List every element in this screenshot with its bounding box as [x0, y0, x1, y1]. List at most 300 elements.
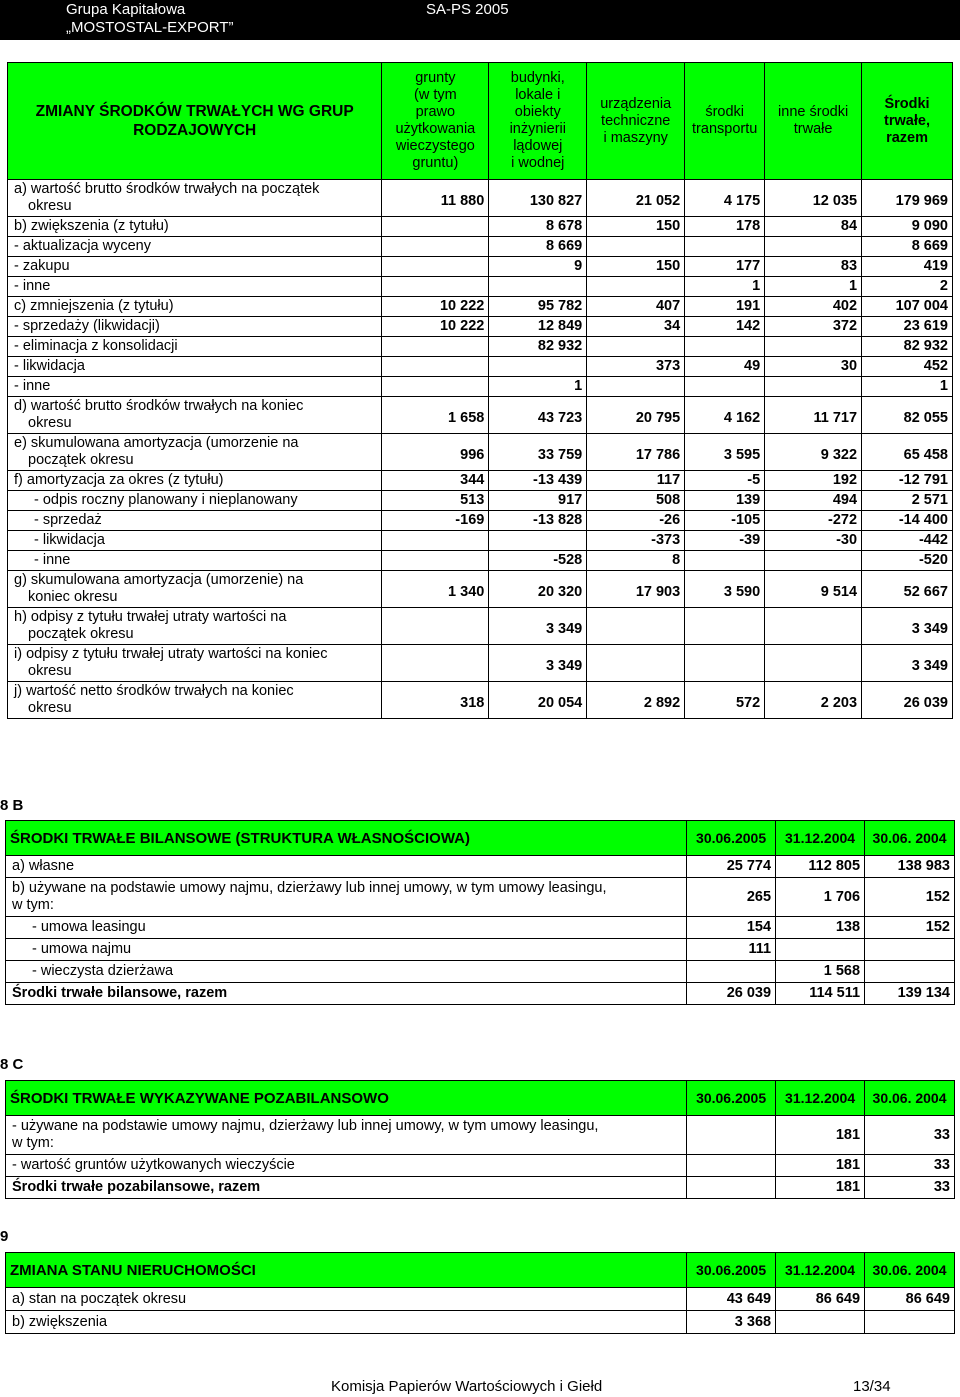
- table-row: [8, 434, 953, 471]
- row-label: [8, 317, 382, 337]
- row-label: [8, 682, 382, 719]
- row-label: [8, 491, 382, 511]
- footer-org: Komisja Papierów Wartościowych i Giełd: [331, 1378, 603, 1395]
- table-row: [8, 357, 953, 377]
- value-cell: [382, 257, 489, 277]
- value-cell: 112 805: [776, 856, 865, 878]
- value-cell: [382, 531, 489, 551]
- value-cell: -169: [382, 511, 489, 531]
- value-cell: 107 004: [862, 297, 953, 317]
- value-cell: 372: [765, 317, 862, 337]
- value-cell: [685, 645, 765, 682]
- section-8c-number: 8 C: [0, 1056, 24, 1073]
- value-cell: [587, 645, 685, 682]
- value-cell: [382, 357, 489, 377]
- value-cell: [685, 377, 765, 397]
- row-label-line: d) wartość brutto środków trwałych na koniec: [14, 398, 304, 414]
- value-cell: -12 791: [862, 471, 953, 491]
- table-row: [8, 180, 953, 217]
- value-cell: 9 514: [765, 571, 862, 608]
- row-label-line: b) używane na podstawie umowy najmu, dzierżawy lub innej umowy, w tym umowy leasingu,: [12, 880, 607, 896]
- row-label: [6, 878, 687, 917]
- value-cell: 344: [382, 471, 489, 491]
- value-cell: 9 090: [862, 217, 953, 237]
- value-cell: [765, 645, 862, 682]
- table-row: [6, 961, 955, 983]
- column-header: [382, 63, 489, 180]
- column-header: [765, 63, 862, 180]
- table-row: [6, 1288, 955, 1311]
- value-cell: 21 052: [587, 180, 685, 217]
- row-label-line: c) zmniejszenia (z tytułu): [14, 298, 174, 314]
- value-cell: 154: [687, 917, 776, 939]
- table-title: ZMIANY ŚRODKÓW TRWAŁYCH WG GRUP RODZAJOWYCH: [8, 63, 382, 180]
- row-label: [8, 377, 382, 397]
- value-cell: 191: [685, 297, 765, 317]
- value-cell: 84: [765, 217, 862, 237]
- section-title: ZMIANA STANU NIERUCHOMOŚCI: [6, 1253, 687, 1288]
- value-cell: 43 649: [687, 1288, 776, 1311]
- value-cell: [685, 551, 765, 571]
- table-row: [6, 917, 955, 939]
- value-cell: [489, 531, 587, 551]
- value-cell: 3 595: [685, 434, 765, 471]
- value-cell: [776, 1311, 865, 1334]
- value-cell: 111: [687, 939, 776, 961]
- value-cell: 10 222: [382, 317, 489, 337]
- table-row: [8, 645, 953, 682]
- company-name: [66, 1, 234, 37]
- company-line-1: Grupa Kapitałowa: [66, 1, 186, 18]
- value-cell: 373: [587, 357, 685, 377]
- section-header-row: [6, 821, 955, 856]
- row-label-line: a) wartość brutto środków trwałych na początek: [14, 181, 320, 197]
- value-cell: 1: [489, 377, 587, 397]
- value-cell: 996: [382, 434, 489, 471]
- value-cell: 2 203: [765, 682, 862, 719]
- value-cell: 3 349: [862, 645, 953, 682]
- value-cell: [587, 237, 685, 257]
- value-cell: 1: [765, 277, 862, 297]
- value-cell: 3 349: [489, 608, 587, 645]
- row-label-line: okresu: [28, 415, 72, 431]
- date-header: 30.06. 2004: [865, 1253, 955, 1288]
- value-cell: 43 723: [489, 397, 587, 434]
- value-cell: 4 162: [685, 397, 765, 434]
- value-cell: [587, 337, 685, 357]
- value-cell: [489, 357, 587, 377]
- column-header: [862, 63, 953, 180]
- table-row: [8, 397, 953, 434]
- value-cell: [687, 961, 776, 983]
- column-header-line: wieczystego: [395, 138, 475, 154]
- value-cell: 1: [862, 377, 953, 397]
- value-cell: [865, 961, 955, 983]
- page-header: [0, 0, 960, 40]
- value-cell: 1 706: [776, 878, 865, 917]
- row-label: [6, 1311, 687, 1334]
- value-cell: 318: [382, 682, 489, 719]
- row-label-line: początek okresu: [28, 626, 134, 642]
- value-cell: 95 782: [489, 297, 587, 317]
- real-estate-change-table: [5, 1252, 955, 1334]
- row-label: [8, 511, 382, 531]
- row-label-line: - umowa leasingu: [32, 919, 146, 935]
- section-header-row: [6, 1253, 955, 1288]
- row-label: [6, 917, 687, 939]
- column-header: [489, 63, 587, 180]
- value-cell: 508: [587, 491, 685, 511]
- row-label-line: - zakupu: [14, 258, 70, 274]
- row-label-line: - umowa najmu: [32, 941, 132, 957]
- row-label: [6, 939, 687, 961]
- row-label-line: b) zwiększenia (z tytułu): [14, 218, 169, 234]
- column-header-line: trwałe,: [884, 112, 930, 129]
- table-row: [8, 377, 953, 397]
- value-cell: [685, 608, 765, 645]
- column-header-line: obiekty: [514, 104, 561, 120]
- column-header-line: lokale i: [515, 87, 561, 103]
- value-cell: 10 222: [382, 297, 489, 317]
- value-cell: -373: [587, 531, 685, 551]
- value-cell: 114 511: [776, 983, 865, 1005]
- value-cell: 4 175: [685, 180, 765, 217]
- value-cell: 407: [587, 297, 685, 317]
- column-header-line: gruntu): [412, 155, 459, 171]
- row-label: [8, 277, 382, 297]
- value-cell: 33 759: [489, 434, 587, 471]
- row-label-line: - inne: [14, 278, 51, 294]
- section-9-number: 9: [0, 1228, 9, 1245]
- value-cell: 11 880: [382, 180, 489, 217]
- column-header-line: użytkowania: [395, 121, 476, 137]
- row-label: [6, 1155, 687, 1177]
- row-label-line: i) odpisy z tytułu trwałej utraty wartości na koniec: [14, 646, 328, 662]
- value-cell: -30: [765, 531, 862, 551]
- table-row: [8, 571, 953, 608]
- value-cell: -105: [685, 511, 765, 531]
- value-cell: 130 827: [489, 180, 587, 217]
- row-label-line: okresu: [28, 700, 72, 716]
- row-label: [8, 397, 382, 434]
- date-header: 30.06.2005: [687, 1081, 776, 1116]
- column-header-line: środki: [705, 104, 745, 120]
- row-label-line: okresu: [28, 663, 72, 679]
- value-cell: 1 340: [382, 571, 489, 608]
- row-label-line: g) skumulowana amortyzacja (umorzenie) na: [14, 572, 304, 588]
- value-cell: 26 039: [862, 682, 953, 719]
- value-cell: [382, 608, 489, 645]
- value-cell: 265: [687, 878, 776, 917]
- row-label: [6, 1116, 687, 1155]
- value-cell: 65 458: [862, 434, 953, 471]
- fixed-assets-changes-table: [7, 62, 953, 719]
- table-row: [6, 856, 955, 878]
- column-header-line: urządzenia: [600, 95, 672, 112]
- section-8b-number: 8 B: [0, 797, 24, 814]
- value-cell: 1 658: [382, 397, 489, 434]
- value-cell: 142: [685, 317, 765, 337]
- value-cell: -272: [765, 511, 862, 531]
- balance-sheet-assets-table: [5, 820, 955, 1005]
- row-label-line: koniec okresu: [28, 589, 118, 605]
- table-row: [6, 1177, 955, 1199]
- column-header: [685, 63, 765, 180]
- value-cell: [687, 1177, 776, 1199]
- table-row: [8, 471, 953, 491]
- value-cell: [382, 217, 489, 237]
- row-label-line: - eliminacja z konsolidacji: [14, 338, 178, 354]
- date-header: 31.12.2004: [776, 821, 865, 856]
- value-cell: 138 983: [865, 856, 955, 878]
- value-cell: 12 849: [489, 317, 587, 337]
- value-cell: [587, 377, 685, 397]
- value-cell: -528: [489, 551, 587, 571]
- row-label: [6, 961, 687, 983]
- date-header: 30.06. 2004: [865, 821, 955, 856]
- value-cell: [587, 608, 685, 645]
- date-header: 31.12.2004: [776, 1253, 865, 1288]
- row-label-line: w tym:: [12, 1135, 54, 1151]
- value-cell: 452: [862, 357, 953, 377]
- table-row: [6, 1311, 955, 1334]
- value-cell: [382, 237, 489, 257]
- row-label: [8, 217, 382, 237]
- value-cell: -5: [685, 471, 765, 491]
- value-cell: [382, 337, 489, 357]
- value-cell: -520: [862, 551, 953, 571]
- row-label-line: - sprzedaży (likwidacji): [14, 318, 160, 334]
- value-cell: [776, 939, 865, 961]
- row-label: [8, 608, 382, 645]
- row-label: [8, 645, 382, 682]
- value-cell: [765, 551, 862, 571]
- row-label-line: Środki trwałe pozabilansowe, razem: [12, 1179, 261, 1195]
- value-cell: [382, 551, 489, 571]
- table-row: [6, 1116, 955, 1155]
- row-label-line: e) skumulowana amortyzacja (umorzenie na: [14, 435, 299, 451]
- value-cell: [765, 377, 862, 397]
- column-header-line: Środki: [884, 95, 930, 112]
- value-cell: -39: [685, 531, 765, 551]
- row-label-line: - likwidacja: [34, 532, 105, 548]
- value-cell: -26: [587, 511, 685, 531]
- value-cell: 1 568: [776, 961, 865, 983]
- row-label-line: Środki trwałe bilansowe, razem: [12, 985, 228, 1001]
- value-cell: 150: [587, 257, 685, 277]
- value-cell: 513: [382, 491, 489, 511]
- value-cell: [765, 237, 862, 257]
- date-header: 30.06.2005: [687, 1253, 776, 1288]
- table-row: [8, 511, 953, 531]
- value-cell: [765, 337, 862, 357]
- value-cell: 2 892: [587, 682, 685, 719]
- row-label-line: - używane na podstawie umowy najmu, dzierżawy lub innej umowy, w tym umowy leasingu,: [12, 1118, 599, 1134]
- value-cell: 139: [685, 491, 765, 511]
- row-label: [6, 983, 687, 1005]
- date-header: 31.12.2004: [776, 1081, 865, 1116]
- row-label-line: h) odpisy z tytułu trwałej utraty wartości na: [14, 609, 287, 625]
- table-row: [8, 317, 953, 337]
- value-cell: 178: [685, 217, 765, 237]
- row-label: [6, 1177, 687, 1199]
- value-cell: 3 368: [687, 1311, 776, 1334]
- value-cell: 20 320: [489, 571, 587, 608]
- value-cell: 572: [685, 682, 765, 719]
- row-label-line: f) amortyzacja za okres (z tytułu): [14, 472, 224, 488]
- company-line-2: „MOSTOSTAL-EXPORT”: [66, 19, 234, 36]
- value-cell: 3 349: [862, 608, 953, 645]
- row-label-line: j) wartość netto środków trwałych na koniec: [14, 683, 294, 699]
- value-cell: 17 786: [587, 434, 685, 471]
- table-row: [8, 217, 953, 237]
- table-row: [8, 531, 953, 551]
- column-header-line: grunty: [415, 70, 456, 86]
- column-header-line: trwałe: [793, 121, 833, 137]
- table-header-row: [8, 63, 953, 180]
- value-cell: 177: [685, 257, 765, 277]
- value-cell: 82 055: [862, 397, 953, 434]
- row-label: [8, 434, 382, 471]
- row-label-line: w tym:: [12, 897, 54, 913]
- footer-page-number: 13/34: [853, 1378, 891, 1395]
- column-header-line: i maszyny: [603, 129, 668, 146]
- value-cell: 34: [587, 317, 685, 337]
- off-balance-assets-table: [5, 1080, 955, 1199]
- value-cell: 8 669: [489, 237, 587, 257]
- column-header-line: lądowej: [513, 138, 563, 154]
- value-cell: 25 774: [687, 856, 776, 878]
- column-header-line: budynki,: [510, 70, 565, 86]
- row-label-line: - aktualizacja wyceny: [14, 238, 151, 254]
- value-cell: 3 590: [685, 571, 765, 608]
- table-row: [8, 237, 953, 257]
- column-header: [587, 63, 685, 180]
- value-cell: 138: [776, 917, 865, 939]
- value-cell: 139 134: [865, 983, 955, 1005]
- value-cell: 86 649: [776, 1288, 865, 1311]
- table-row: [8, 682, 953, 719]
- table-row: [6, 1155, 955, 1177]
- value-cell: 26 039: [687, 983, 776, 1005]
- value-cell: 49: [685, 357, 765, 377]
- value-cell: 33: [865, 1177, 955, 1199]
- value-cell: 181: [776, 1155, 865, 1177]
- row-label-line: a) stan na początek okresu: [12, 1290, 187, 1307]
- value-cell: 9 322: [765, 434, 862, 471]
- value-cell: [687, 1116, 776, 1155]
- value-cell: -442: [862, 531, 953, 551]
- value-cell: 86 649: [865, 1288, 955, 1311]
- value-cell: [865, 939, 955, 961]
- value-cell: 8: [587, 551, 685, 571]
- table-row: [6, 983, 955, 1005]
- date-header: 30.06.2005: [687, 821, 776, 856]
- date-header: 30.06. 2004: [865, 1081, 955, 1116]
- row-label-line: - inne: [14, 378, 51, 394]
- table-row: [8, 277, 953, 297]
- row-label: [8, 571, 382, 608]
- value-cell: [685, 237, 765, 257]
- value-cell: [587, 277, 685, 297]
- value-cell: [865, 1311, 955, 1334]
- value-cell: [685, 337, 765, 357]
- value-cell: 181: [776, 1116, 865, 1155]
- row-label: [8, 357, 382, 377]
- value-cell: 23 619: [862, 317, 953, 337]
- column-header-line: i wodnej: [511, 155, 565, 171]
- value-cell: -13 439: [489, 471, 587, 491]
- value-cell: 17 903: [587, 571, 685, 608]
- row-label-line: - wieczysta dzierżawa: [32, 963, 174, 979]
- value-cell: -14 400: [862, 511, 953, 531]
- value-cell: 2: [862, 277, 953, 297]
- value-cell: 494: [765, 491, 862, 511]
- row-label-line: - sprzedaż: [34, 512, 102, 528]
- value-cell: 179 969: [862, 180, 953, 217]
- row-label-line: - likwidacja: [14, 358, 85, 374]
- row-label: [6, 1288, 687, 1311]
- value-cell: 20 795: [587, 397, 685, 434]
- value-cell: 2 571: [862, 491, 953, 511]
- row-label: [8, 297, 382, 317]
- table-row: [8, 551, 953, 571]
- value-cell: 82 932: [862, 337, 953, 357]
- column-header-line: (w tym: [414, 87, 457, 103]
- section-header-row: [6, 1081, 955, 1116]
- value-cell: 8 678: [489, 217, 587, 237]
- row-label: [8, 337, 382, 357]
- value-cell: [489, 277, 587, 297]
- value-cell: 181: [776, 1177, 865, 1199]
- column-header-line: razem: [886, 129, 928, 146]
- value-cell: 30: [765, 357, 862, 377]
- value-cell: [765, 608, 862, 645]
- value-cell: [382, 277, 489, 297]
- value-cell: 12 035: [765, 180, 862, 217]
- row-label: [8, 257, 382, 277]
- row-label: [8, 237, 382, 257]
- value-cell: 9: [489, 257, 587, 277]
- section-title: ŚRODKI TRWAŁE BILANSOWE (STRUKTURA WŁASNOŚCIOWA): [6, 821, 687, 856]
- report-code: SA-PS 2005: [426, 1, 509, 18]
- value-cell: 1: [685, 277, 765, 297]
- value-cell: 419: [862, 257, 953, 277]
- value-cell: 402: [765, 297, 862, 317]
- row-label: [8, 551, 382, 571]
- value-cell: 83: [765, 257, 862, 277]
- value-cell: 11 717: [765, 397, 862, 434]
- value-cell: 917: [489, 491, 587, 511]
- column-header-line: prawo: [415, 104, 456, 120]
- value-cell: 52 667: [862, 571, 953, 608]
- section-title: ŚRODKI TRWAŁE WYKAZYWANE POZABILANSOWO: [6, 1081, 687, 1116]
- row-label: [8, 471, 382, 491]
- value-cell: 82 932: [489, 337, 587, 357]
- value-cell: 192: [765, 471, 862, 491]
- row-label-line: początek okresu: [28, 452, 134, 468]
- value-cell: 152: [865, 878, 955, 917]
- row-label-line: b) zwiększenia: [12, 1313, 108, 1330]
- row-label: [8, 531, 382, 551]
- column-header-line: inne środki: [778, 104, 849, 120]
- table-row: [8, 297, 953, 317]
- row-label-line: okresu: [28, 198, 72, 214]
- value-cell: 20 054: [489, 682, 587, 719]
- row-label-line: - inne: [34, 552, 71, 568]
- value-cell: 33: [865, 1155, 955, 1177]
- table-row: [6, 878, 955, 917]
